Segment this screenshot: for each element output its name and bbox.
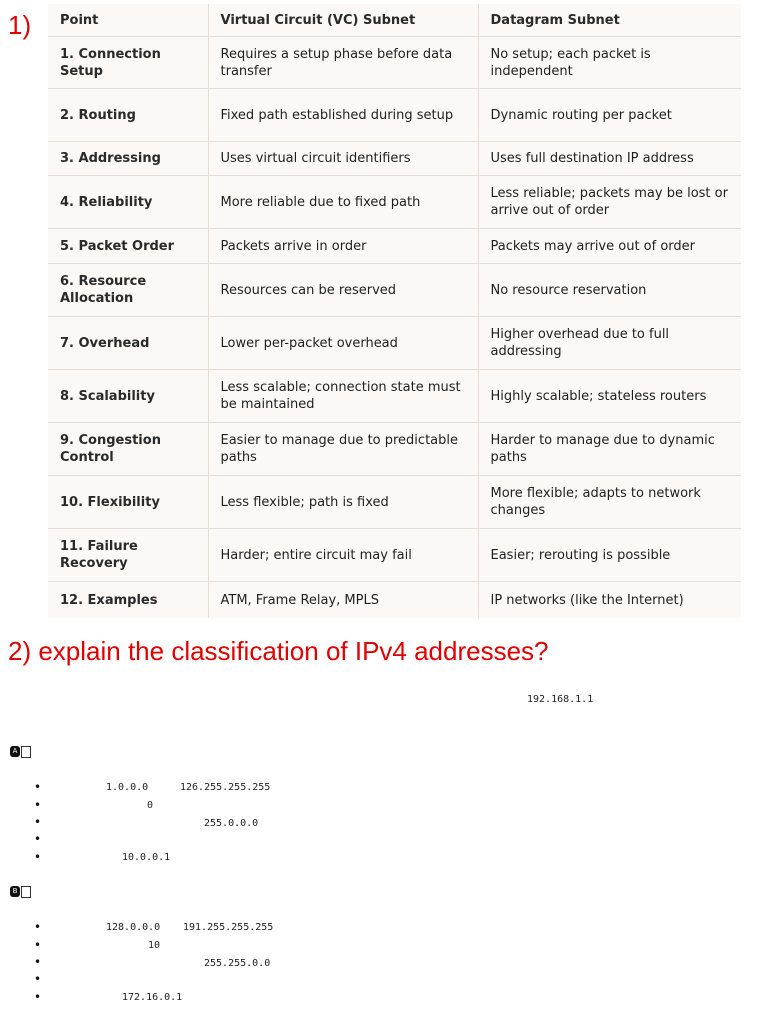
row-datagram-cell: Highly scalable; stateless routers	[478, 370, 741, 423]
row-point: 3. Addressing	[48, 142, 208, 176]
class-b-range-end: 191.255.255.255	[183, 922, 274, 933]
row-datagram-cell: Easier; rerouting is possible	[478, 529, 741, 582]
class-b-subnet-mask: 255.255.0.0	[204, 958, 271, 969]
class-b-example-ip: 172.16.0.1	[122, 992, 183, 1003]
class-a-letter-icon: A	[10, 746, 20, 757]
table-row	[48, 529, 741, 582]
row-point: 1. Connection Setup	[48, 37, 208, 89]
row-datagram-cell: IP networks (like the Internet)	[490, 592, 684, 608]
table-header-row	[48, 4, 741, 37]
table-row	[48, 229, 741, 264]
class-a-marker	[10, 744, 31, 758]
bullet-icon: •	[34, 850, 42, 864]
row-vc-cell: Uses virtual circuit identifiers	[208, 142, 478, 176]
question-2-heading: 2) explain the classification of IPv4 addresses?	[8, 636, 549, 666]
bullet-icon: •	[34, 815, 42, 829]
table-row	[48, 476, 741, 529]
table-row	[48, 89, 741, 142]
bullet-icon: •	[34, 780, 42, 794]
row-datagram-cell: No setup; each packet is independent	[478, 37, 741, 89]
row-datagram-cell: Uses full destination IP address	[478, 142, 741, 176]
table-row	[48, 317, 741, 370]
row-point: 5. Packet Order	[48, 229, 208, 264]
table-row	[48, 37, 741, 89]
class-a-range-end: 126.255.255.255	[180, 782, 271, 793]
bullet-icon: •	[34, 990, 42, 1004]
row-vc-cell: ATM, Frame Relay, MPLS	[208, 582, 478, 619]
bullet-icon: •	[34, 920, 42, 934]
row-datagram-cell: Less reliable; packets may be lost or arrive out of order	[478, 176, 741, 229]
row-vc-cell: Less scalable; connection state must be maintained	[208, 370, 478, 423]
class-a-subnet-mask: 255.0.0.0	[204, 818, 259, 829]
bullet-icon: •	[34, 972, 42, 986]
class-b-range-start: 128.0.0.0	[106, 922, 161, 933]
row-datagram-cell: Dynamic routing per packet	[478, 89, 741, 142]
bullet-icon: •	[34, 832, 42, 846]
row-vc-cell: Fixed path established during setup	[208, 89, 478, 142]
header-datagram-subnet: Datagram Subnet	[478, 4, 741, 37]
class-b-letter-icon: B	[10, 886, 20, 897]
row-datagram-cell: Harder to manage due to dynamic paths	[478, 423, 741, 476]
missing-glyph-icon	[21, 746, 31, 758]
row-point: 12. Examples	[48, 582, 208, 619]
comparison-table	[48, 4, 741, 618]
class-a-leading-bit: 0	[147, 800, 154, 811]
class-b-marker	[10, 884, 31, 898]
table-row	[48, 582, 741, 619]
table-row	[48, 142, 741, 176]
row-point: 4. Reliability	[48, 176, 208, 229]
row-vc-cell: Harder; entire circuit may fail	[208, 529, 478, 582]
table-row	[48, 264, 741, 317]
row-vc-cell: Easier to manage due to predictable paths	[208, 423, 478, 476]
table-row	[48, 423, 741, 476]
header-point: Point	[48, 4, 208, 37]
row-point: 8. Scalability	[48, 370, 208, 423]
row-vc-cell: Less flexible; path is fixed	[208, 476, 478, 529]
row-point: 9. Congestion Control	[48, 423, 208, 476]
row-datagram-cell: More flexible; adapts to network changes	[478, 476, 741, 529]
class-a-range-start: 1.0.0.0	[106, 782, 149, 793]
class-b-leading-bits: 10	[148, 940, 161, 951]
row-vc-cell: Lower per-packet overhead	[208, 317, 478, 370]
bullet-icon: •	[34, 798, 42, 812]
table-row	[48, 176, 741, 229]
bullet-icon: •	[34, 955, 42, 969]
row-vc-cell: Packets arrive in order	[208, 229, 478, 264]
example-ip-address: 192.168.1.1	[527, 694, 594, 705]
row-datagram-cell: Packets may arrive out of order	[478, 229, 741, 264]
row-point: 11. Failure Recovery	[48, 529, 208, 582]
class-a-example-ip: 10.0.0.1	[122, 852, 171, 863]
row-point: 10. Flexibility	[48, 476, 208, 529]
row-datagram-cell: Higher overhead due to full addressing	[478, 317, 741, 370]
row-point: 2. Routing	[48, 89, 208, 142]
table-row	[48, 370, 741, 423]
question-1-marker: 1)	[8, 10, 32, 40]
row-datagram-cell: No resource reservation	[478, 264, 741, 317]
row-point: 7. Overhead	[48, 317, 208, 370]
row-point: 6. Resource Allocation	[48, 264, 208, 317]
row-vc-cell: Resources can be reserved	[208, 264, 478, 317]
row-vc-cell: Requires a setup phase before data transfer	[208, 37, 478, 89]
missing-glyph-icon	[21, 886, 31, 898]
bullet-icon: •	[34, 938, 42, 952]
row-vc-cell: More reliable due to fixed path	[208, 176, 478, 229]
header-vc-subnet: Virtual Circuit (VC) Subnet	[208, 4, 478, 37]
